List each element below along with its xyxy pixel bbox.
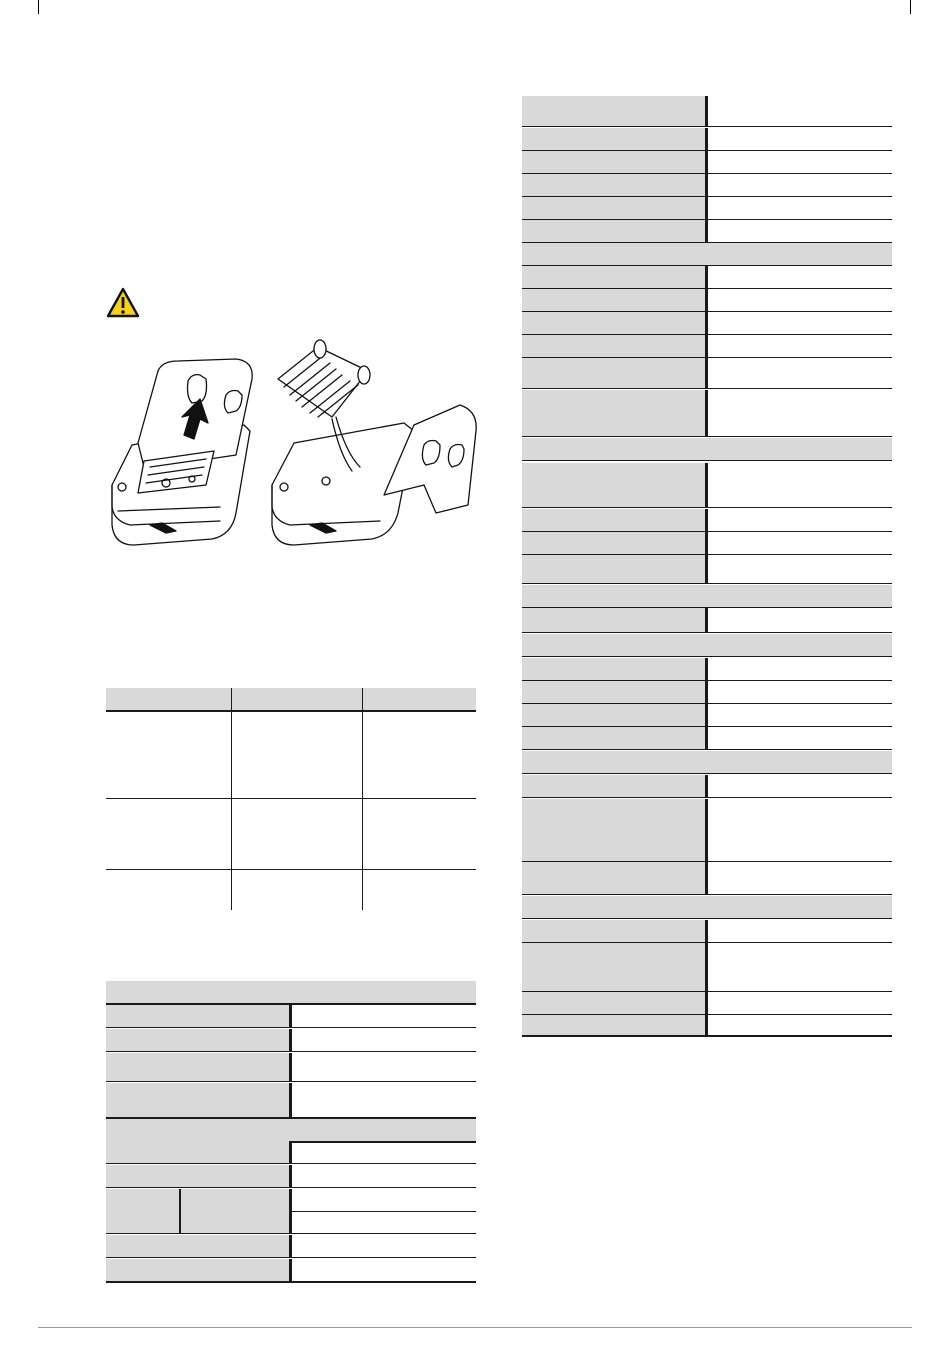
row-label: [522, 96, 705, 126]
column-divider: [705, 862, 708, 894]
column-divider: [705, 555, 708, 583]
device-cover-removal: [112, 359, 252, 545]
row-label: [106, 1005, 289, 1027]
row-label: [522, 289, 705, 311]
section-header: [522, 751, 892, 773]
column-divider: [705, 266, 708, 288]
column-divider: [705, 335, 708, 357]
rule: [106, 1281, 476, 1283]
row-label: [522, 463, 705, 507]
rule: [522, 436, 892, 437]
row-label: [106, 1083, 289, 1117]
column-divider: [289, 1141, 292, 1163]
row-label: [522, 266, 705, 288]
device-battery-insertion: [272, 340, 476, 545]
row-label: [522, 390, 705, 436]
rule: [522, 656, 892, 657]
column-divider: [705, 681, 708, 703]
row-label: [522, 727, 705, 749]
row-label: [522, 128, 705, 150]
rule: [106, 1027, 476, 1028]
section-header: [522, 896, 892, 918]
rule: [106, 1233, 476, 1234]
rule: [522, 749, 892, 750]
row-label: [522, 197, 705, 219]
battery-table-row: [106, 799, 476, 869]
rule: [522, 583, 892, 584]
column-divider: [705, 704, 708, 726]
warning-triangle-icon: [106, 287, 140, 319]
column-divider: [705, 1015, 708, 1035]
battery-illustration: [104, 335, 480, 547]
rule: [522, 388, 892, 389]
row-label: [522, 704, 705, 726]
row-label: [522, 358, 705, 388]
row-label: [522, 220, 705, 242]
section-header: [522, 243, 892, 265]
column-divider: [289, 1053, 292, 1081]
column-divider: [705, 799, 708, 861]
rule: [522, 126, 892, 127]
row-label: [522, 992, 705, 1014]
rule: [106, 1051, 476, 1052]
row-label: [522, 335, 705, 357]
column-divider: [705, 151, 708, 173]
column-divider: [705, 943, 708, 991]
column-divider: [289, 1165, 292, 1187]
rule: [522, 918, 892, 919]
row-label: [522, 555, 705, 583]
column-divider: [289, 1083, 292, 1117]
rule: [522, 460, 892, 461]
column-divider: [705, 775, 708, 797]
rule: [522, 507, 892, 508]
row-label: [106, 1053, 289, 1081]
column-divider: [705, 727, 708, 749]
battery-table-row: [106, 712, 476, 798]
rule: [106, 1257, 476, 1258]
column-divider: [705, 992, 708, 1014]
row-label: [106, 1029, 289, 1051]
crop-mark-top-right: [910, 0, 911, 14]
row-label: [106, 1235, 289, 1257]
section-header: [522, 438, 892, 460]
column-divider: [289, 1259, 292, 1281]
rule: [522, 632, 892, 633]
row-label: [522, 775, 705, 797]
row-label: [106, 1165, 289, 1187]
rule: [522, 773, 892, 774]
column-divider: [705, 358, 708, 388]
section-header: [522, 585, 892, 607]
row-label: [522, 1015, 705, 1035]
row-label: [522, 862, 705, 894]
row-label: [522, 658, 705, 680]
column-divider: [705, 532, 708, 554]
row-label: [522, 312, 705, 334]
crop-mark-top-left: [38, 0, 39, 14]
section-header: [522, 634, 892, 656]
row-label: [106, 1259, 289, 1281]
footer-rule: [38, 1327, 912, 1328]
column-divider: [705, 197, 708, 219]
battery-table-header: [106, 688, 476, 710]
column-divider: [289, 1005, 292, 1027]
rule: [106, 1163, 476, 1164]
battery-table: [106, 688, 476, 910]
column-divider: [705, 220, 708, 242]
section-header: [106, 1119, 476, 1141]
battery-table-row: [106, 870, 476, 910]
row-label: [522, 799, 705, 861]
rule: [522, 894, 892, 895]
column-divider: [289, 1235, 292, 1257]
section-header: [106, 981, 476, 1003]
spec-table-right: [522, 96, 892, 1037]
row-label: [522, 509, 705, 531]
row-label: [522, 532, 705, 554]
rule: [106, 1187, 476, 1188]
column-divider: [705, 658, 708, 680]
row-label: [522, 943, 705, 991]
column-divider: [705, 509, 708, 531]
column-divider: [705, 390, 708, 436]
rule: [106, 1081, 476, 1082]
row-label: [106, 1141, 289, 1163]
row-label: [522, 920, 705, 942]
column-divider: [705, 920, 708, 942]
row-label: [522, 151, 705, 173]
column-divider: [179, 1189, 181, 1233]
column-divider: [705, 608, 708, 632]
column-divider: [705, 312, 708, 334]
row-label: [522, 174, 705, 196]
row-label: [522, 608, 705, 632]
column-divider: [705, 128, 708, 150]
column-divider: [705, 463, 708, 507]
column-divider: [705, 96, 708, 126]
column-divider: [705, 289, 708, 311]
row-label: [106, 1189, 289, 1233]
row-label: [522, 681, 705, 703]
spec-table-left: [106, 981, 476, 1281]
column-divider: [289, 1029, 292, 1051]
rule: [522, 797, 892, 798]
rule: [522, 1035, 892, 1037]
rule: [292, 1211, 476, 1212]
column-divider: [705, 174, 708, 196]
